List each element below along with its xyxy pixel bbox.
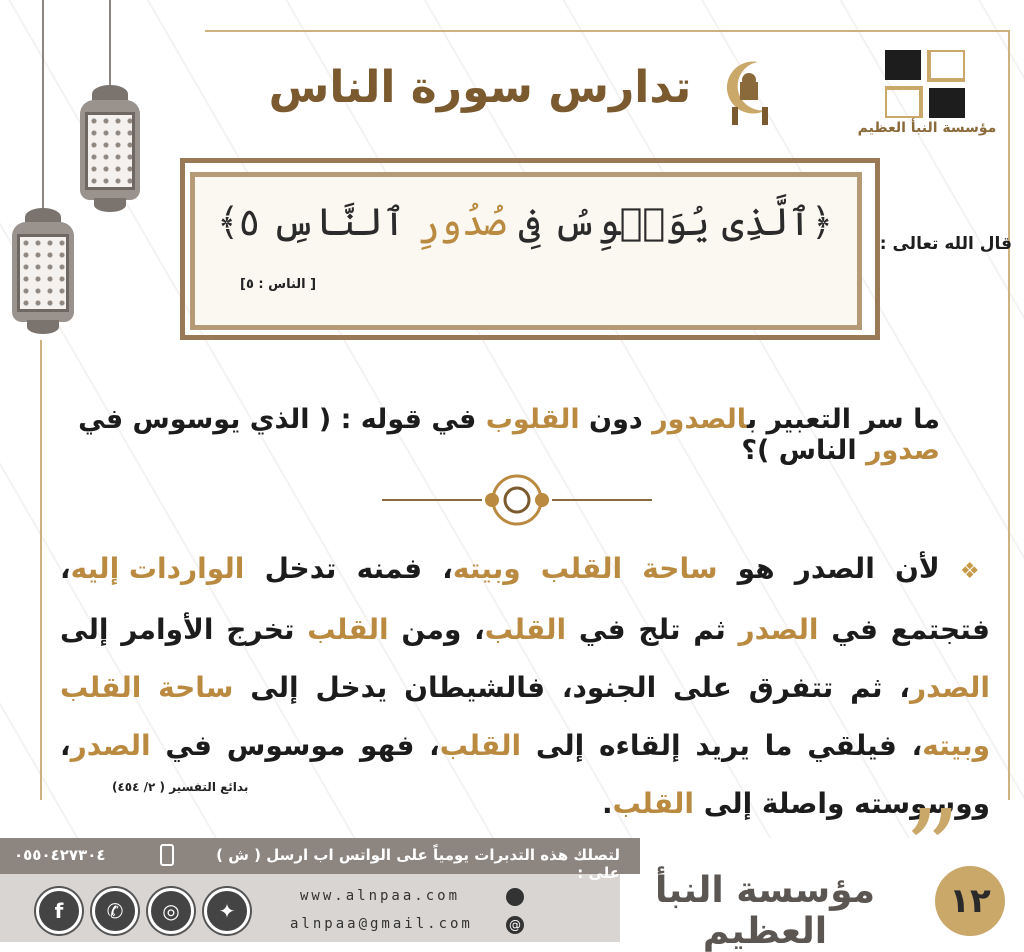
paragraph-highlight: الواردات إليه xyxy=(70,552,245,585)
ornament-divider-icon xyxy=(382,470,652,530)
paragraph-text: ، ووسوسته واصلة إلى xyxy=(60,729,990,820)
question-highlight: الصدور xyxy=(652,404,747,435)
question-highlight: صدور xyxy=(865,435,940,466)
phone-number[interactable]: ٠٥٥٠٤٢٧٣٠٤ xyxy=(14,846,106,864)
crescent-moon-icon xyxy=(718,52,778,132)
paragraph-highlight: القلب xyxy=(484,613,567,646)
frame-right-line xyxy=(1008,30,1010,800)
page-title: تدارس سورة الناس xyxy=(268,62,692,113)
paragraph-text: ثم تلج في xyxy=(566,613,739,646)
paragraph-text: لأن الصدر هو xyxy=(717,552,960,585)
paragraph-highlight: القلب xyxy=(307,613,389,646)
paragraph-text: ، فيلقي ما يريد إلقاءه إلى xyxy=(521,729,923,762)
question-text: في قوله : ( الذي يوسوس في xyxy=(78,404,486,435)
bullet-icon: ❖ xyxy=(959,559,990,584)
frame-left-line xyxy=(40,340,42,800)
paragraph-highlight: القلب xyxy=(439,729,522,762)
paragraph-text: . xyxy=(602,787,613,820)
question-text: دون xyxy=(579,404,653,435)
paragraph-text: ، فمنه تدخل xyxy=(244,552,453,585)
whatsapp-icon[interactable]: ✆ xyxy=(92,888,138,934)
logo-text: مؤسسة النبأ العظيم xyxy=(857,120,997,136)
paragraph-highlight: الصدر xyxy=(910,671,991,704)
footer-message: لتصلك هذه التدبرات يومياً على الواتس اب ارسل ( ش ) على : xyxy=(216,846,620,882)
email-link[interactable]: alnpaa@gmail.com xyxy=(290,916,473,932)
globe-icon xyxy=(506,888,524,906)
paragraph-highlight: الصدر xyxy=(70,729,151,762)
paragraph-highlight: ساحة القلب وبيته xyxy=(60,671,991,762)
website-link[interactable]: www.alnpaa.com xyxy=(300,888,461,904)
verse-intro: قال الله تعالى : xyxy=(879,234,1012,254)
paragraph-highlight: القلب xyxy=(612,787,694,820)
verse-reference: [ الناس : ٥] xyxy=(240,277,317,292)
facebook-icon[interactable]: f xyxy=(36,888,82,934)
question-text: ما سر التعبير ب xyxy=(746,404,940,435)
question-heading xyxy=(60,404,940,466)
paragraph-text: تخرج الأوامر إلى xyxy=(60,613,308,646)
verse-text-start: ﴿ٱلَّذِى يُوَسۡوِسُ فِى xyxy=(518,200,834,244)
paragraph-text: ، فهو موسوس في xyxy=(150,729,440,762)
paragraph-highlight: ساحة القلب وبيته xyxy=(452,552,718,585)
phone-icon xyxy=(160,844,174,866)
paragraph-text: ، ومن xyxy=(388,613,485,646)
page-number-badge: ١٢ xyxy=(935,866,1005,936)
source-citation: بدائع التفسير ( ٢/ ٤٥٤) xyxy=(112,780,249,794)
verse-text-end: ٱلنَّاسِ ٥﴾ xyxy=(216,200,406,244)
verse-text-highlight: صُدُورِ xyxy=(417,200,507,244)
paragraph-text: ، ثم تتفرق على الجنود، فالشيطان يدخل إلى xyxy=(233,671,911,704)
logo-icon xyxy=(885,50,965,118)
question-text: الناس )؟ xyxy=(741,435,866,466)
email-icon: @ xyxy=(506,916,524,934)
organization-name: مؤسسة النبأ العظيم xyxy=(654,870,876,952)
paragraph-text: ، فتجتمع في xyxy=(60,552,990,646)
paragraph-highlight: الصدر xyxy=(738,613,819,646)
instagram-icon[interactable]: ◎ xyxy=(148,888,194,934)
twitter-icon[interactable]: ✦ xyxy=(204,888,250,934)
frame-top-line xyxy=(205,30,1010,32)
question-highlight: القلوب xyxy=(485,404,580,435)
verse-text xyxy=(200,200,850,244)
verse-frame-inner xyxy=(190,172,862,330)
